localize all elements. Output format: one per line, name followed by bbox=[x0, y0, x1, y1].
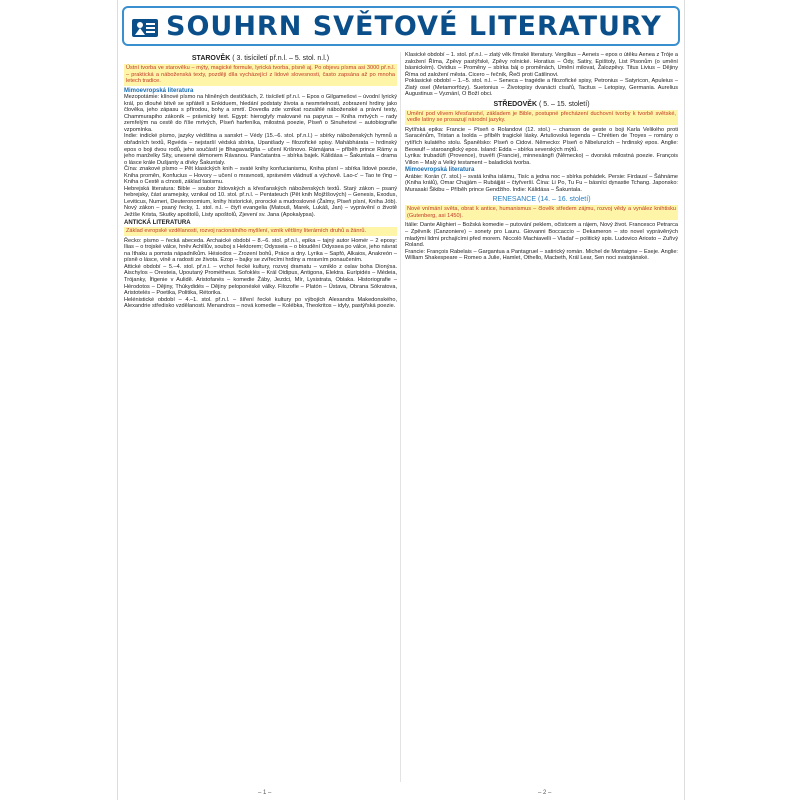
paragraph-hebrejska: Hebrejská literatura: Bible – soubor židovských a křesťanských náboženských textů. Starý zákon – psaný hebrejsky, část aramejsky, vznikal od 10. stol. př.n.l. – Pentateuch (Pět knih Mojžíšových) – Genesis, Exodus, Leviticus, Numeri, Deuteronomium, knihy historické, prorocké a mudroslovné (Žalmy, Píseň písní, Kniha Jób). Nový zákon – psaný řecky, 1. stol. n.l. – čtyři evangelia (Matouš, Marek, Lukáš, Jan) – vyprávění o životě Ježíše Krista, Skutky apoštolů, Listy apoštolů, Zjevení sv. Jana (Apokalypsa). bbox=[124, 185, 397, 219]
renesance-intro-box: Nové vnímání světa, obrat k antice, humanismus – člověk středem zájmu, rozvoj vědy a vynález knihtisku (Gutenberg, asi 1450). bbox=[407, 206, 676, 219]
subheading-orient-2: Mimoevropská literatura bbox=[405, 167, 475, 174]
paragraph-lyrika: Lyrika: trubadúři (Provence), truvéři (Francie), minnesängři (Německo) – dvorská milostná poezie. François Villon – Malý a Velký testament – baladická tvorba. bbox=[405, 153, 678, 166]
right-column bbox=[405, 52, 678, 782]
paragraph-atticke: Attické období – 5.–4. stol. př.n.l. – vrchol řecké kultury, rozvoj dramatu – vzniklo z oslav boha Dionýsa. Aischylos – Oresteia, Upoutaný Prométheus. Sofoklés – Král Oidipus, Antigona, Elektra. Eurípidés – Médeia, Trójanky, Ífigenie v Aulidě. Aristofanés – komedie Žáby, Jezdci, Mír, Lysistrata, Oblaka. Historiografie – Hérodotos – Dějiny, Thúkydidés – Dějiny peloponéské války. Filozofie – Platón – Ústava, Obrana Sókratova, Aristotelés – Poetika, Politika, Rétorika. bbox=[124, 263, 397, 297]
page-title: SOUHRN SVĚTOVÉ LITERATURY bbox=[166, 11, 662, 42]
paragraph-klasicke: Klasické období – 1. stol. př.n.l. – zlatý věk římské literatury. Vergilius – Aeneis – epos o útěku Aenea z Tróje a založení Říma, Zpěvy pastýřské, Zpěvy rolnické. Horatius – Ódy, Satiry, Epištoly, List Pisonům (o umění básnickém). Ovidius – Proměny – sbírka báj o proměnách, Umění milovat, Žalozpěvy. Titus Livius – Dějiny Říma od založení města. Cicero – řečník, Řeči proti Catilinovi. bbox=[405, 52, 678, 78]
paragraph-cina: Čína: znakové písmo – Pět klasických knih – svaté knihy konfucianismu, Kniha písní – sbírka lidové poezie, Kniha proměn, Konfucius – Hovory – učení o mravnosti, správném vládnutí a výchově. Lao-c' – Tao te ťing – Kniha o Cestě a ctnosti, základ taoismu. bbox=[124, 166, 397, 186]
paragraph-francie: Francie: François Rabelais – Gargantua a Pantagruel – satirický román. Michel de Montaigne – Eseje. Anglie: William Shakespeare – Romeo a Julie, Hamlet, Othello, Macbeth, Král Lear, Sen noci svatojánské. bbox=[405, 248, 678, 262]
section-title-stredovek: STŘEDOVĚK ( 5. – 15. století) bbox=[493, 100, 590, 108]
reading-person-logo-icon bbox=[130, 13, 160, 41]
section-title-renesance: RENESANCE (14. – 16. století) bbox=[492, 196, 591, 204]
antic-intro-box: Základ evropské vzdělanosti, rozvoj racionálního myšlení, vznik většiny literárních druhů a žánrů. bbox=[124, 227, 397, 236]
poster-sheet bbox=[118, 0, 684, 800]
paragraph-indie: Indie: indické písmo, jazyky védština a sanskrt – Védy (15.–6. stol. př.n.l.) – sbírky náboženských hymnů a obřadních textů, Rgvéda – nejstarší védská sbírka, Upanišady – filozofické spisy. Mahábhárata – hrdinský epos o boji dvou rodů, jeho součástí je Bhagavadgíta – učení Krišnovo. Rámájana – příběh prince Rámy a jeho manželky Síty, unesené démonem Rávanou. Pančatantra – sbírka bajek. Kálidása – Šakuntala – drama o lásce krále Dušjanty a dívky Šakuntaly. bbox=[124, 133, 397, 166]
stredovek-intro-box: Umění pod vlivem křesťanství, základem je Bible, postupné přecházení duchovní tvorby k tvorbě světské, vedle latiny se prosazují národní jazyky. bbox=[407, 110, 676, 124]
page-number-left: – 1 – bbox=[258, 790, 272, 796]
left-column bbox=[124, 52, 397, 782]
paragraph-recko: Řecko: písmo – řecká abeceda. Archaické období – 8.–6. stol. př.n.l., epika – tajný autor Homér – 2 eposy: Ilias – o trojské válce, hněv Achillův, souboj s Hektorem; Odysseia – o bloudění Odyssea po válce, jeho návrat na Ithaku a pomsta nápadníkům. Hésiodos – Zrození bohů, Práce a dny. Lyrika – Sapfó, Alkaios, Anakreón – písně o lásce, víně a radosti ze života. Ezop – bajky se zvířecími hrdiny a mravním ponaučením. bbox=[124, 237, 397, 264]
paragraph-italie: Itálie: Dante Alighieri – Božská komedie – putování peklem, očistcem a rájem, Nový život. Francesco Petrarca – Zpěvník (Canzoniere) – sonety pro Lauru. Giovanni Boccaccio – Dekameron – sto novel vyprávěných mladými lidmi prchajícími před morem. Niccolò Machiavelli – Vladař – politický spis. Ludovico Ariosto – Zuřivý Roland. bbox=[405, 222, 678, 249]
section-title-starovek: STAROVĚK ( 3. tisíciletí př.n.l. – 5. stol. n.l.) bbox=[191, 55, 330, 62]
page-number-right: – 2 – bbox=[538, 790, 552, 796]
paragraph-poklasicke: Poklasické období – 1.–5. stol. n.l. – Seneca – tragédie a filozofické spisy, Petronius – Satyricon, Apuleius – Zlatý osel (Metamorfózy). Suetonius – Životopisy dvanácti císařů, Tacitus – Letopisy, Germania. Aurelius Augustinus – Vyznání, O Boží obci. bbox=[405, 78, 678, 98]
paragraph-arabie: Arábie: Korán (7. stol.) – svatá kniha islámu, Tisíc a jedna noc – sbírka pohádek. Persie: Firdausí – Šáhnáme (Kniha králů), Omar Chajjám – Rubáijját – čtyřverší. Čína: Li Po, Tu Fu – básníci dynastie Tchang. Japonsko: Murasaki Šikibu – Příběh prince Gendžiho. Indie: Kálidása – Šakuntala. bbox=[405, 173, 678, 193]
title-banner bbox=[122, 6, 680, 46]
subheading-orient: Mimoevropská literatura bbox=[124, 87, 194, 94]
intro-box: Ústní tvorba ve starověku – mýty, magické formule, lyrická tvorba, písně aj. Po objevu písma asi 3000 př.n.l. – praktická a náboženská texty, později díla vycházející z lidové slovesnosti, často zapsána až po mnoha letech tradice. bbox=[126, 65, 395, 85]
paragraph-helenisticke: Helénistické období – 4.–1. stol. př.n.l. – šíření řecké kultury po výbojích Alexandra Makedonského, Alexandrie středisko vzdělanosti. Menandros – nová komedie – Kolébka, Theokritos – idyly, pastýřská poezie. bbox=[124, 296, 397, 310]
paragraph-mezopotamie: Mezopotámie: klínové písmo na hliněných destičkách, 2. tisíciletí př.n.l. – Epos o Gilgamešovi – úvodní lyrický král, po dlouhé bitvě se spřátelí s Enkiduem, hledání podstaty života a nesmrtelnosti, zobrazení hrdiny jako člověka, jeho zápasu s přírodou, bohy a smrtí. Dovedla zde vznikat rozsáhlé náboženské a právní texty, Chammurapiho zákoník – právnický text. Egypt: hieroglyfy malované na papyrus – Kniha mrtvých – rady zemřelým na cestě do říše mrtvých, Píseň harfeníka, milostná poezie, Píseň o Sinuhetovi – autobiografie vzpomínka. bbox=[124, 94, 397, 133]
paragraph-rytirska-epika: Rytířská epika: Francie – Píseň o Rolandovi (12. stol.) – chanson de geste o boji Karla Velikého proti Saracénům, Tristan a Isolda – příběh tragické lásky. Artušovská legenda – Chrétien de Troyes – romány o rytířích kulatého stolu. Španělsko: Píseň o Cidovi. Německo: Píseň o Nibelunzích – hrdinský epos. Anglie: Beowulf – staroanglický epos. Island: Edda – sbírka severských mýtů. bbox=[405, 126, 678, 153]
subheading-antic: ANTICKÁ LITERATURA bbox=[124, 219, 191, 226]
column-divider bbox=[400, 52, 401, 782]
